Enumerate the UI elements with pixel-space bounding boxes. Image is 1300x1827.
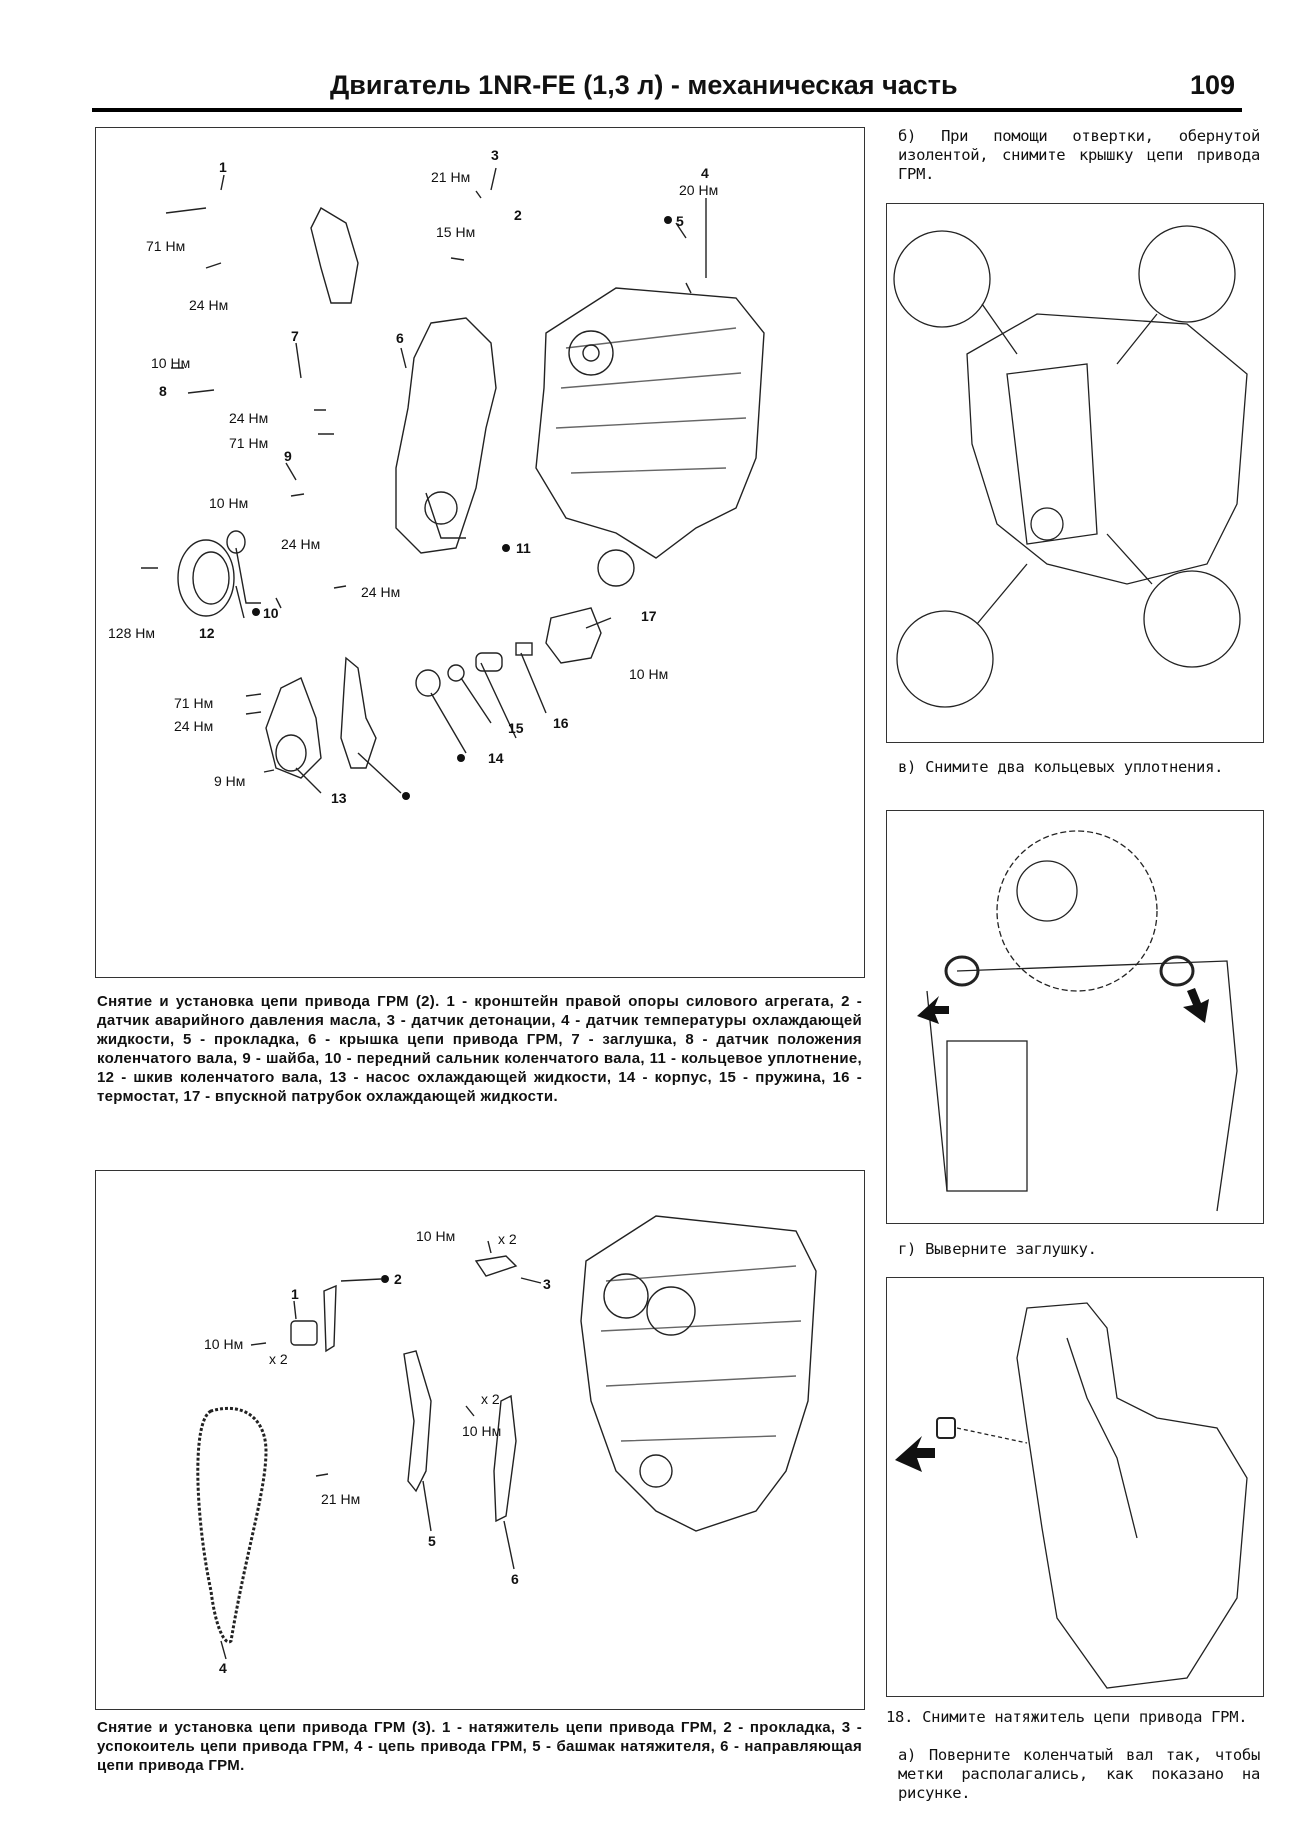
step-v-text: в) Снимите два кольцевых уплотнения. — [898, 758, 1224, 776]
fig2-torque: 10 Нм — [462, 1423, 502, 1439]
fig1-torque: 24 Нм — [281, 536, 321, 552]
fig1-torque: 71 Нм — [174, 695, 214, 711]
fig2-marker — [381, 1275, 389, 1283]
fig1-torque: 9 Нм — [214, 773, 246, 789]
fig1-torque: 71 Нм — [146, 238, 186, 254]
figure-1-frame — [95, 127, 865, 978]
fig1-marker — [252, 608, 260, 616]
figure-2-frame — [95, 1170, 865, 1710]
arrow-icon — [895, 1436, 935, 1472]
fig2-multiplier: x 2 — [481, 1391, 500, 1407]
detail-circle — [894, 231, 990, 327]
fig1-label-6: 6 — [396, 330, 404, 346]
water-pump-drawing — [266, 678, 321, 778]
timing-cover-drawing — [396, 318, 496, 553]
fig1-marker — [457, 754, 465, 762]
fig1-label-7: 7 — [291, 328, 299, 344]
fig1-torque: 10 Нм — [151, 355, 191, 371]
fig1-torque: 71 Нм — [229, 435, 269, 451]
step-g-text: г) Выверните заглушку. — [898, 1240, 1097, 1258]
o-ring-right — [1161, 957, 1193, 985]
fig1-label-1: 1 — [219, 159, 227, 175]
fig2-label-2: 2 — [394, 1271, 402, 1287]
engine-block-drawing — [581, 1216, 816, 1531]
plug-drawing — [937, 1418, 955, 1438]
fig1-marker — [502, 544, 510, 552]
fig1-label-3: 3 — [491, 147, 499, 163]
figure-1-illustration — [96, 128, 864, 977]
fig1-label-9: 9 — [284, 448, 292, 464]
fig2-multiplier: x 2 — [269, 1351, 288, 1367]
fig1-torque: 128 Нм — [108, 625, 155, 641]
remove-cover-photo — [886, 203, 1264, 743]
detail-circle — [1139, 226, 1235, 322]
fig1-label-11: 11 — [516, 540, 531, 556]
fig2-label-1: 1 — [291, 1286, 299, 1302]
fig1-torque: 24 Нм — [189, 297, 229, 313]
fig1-label-5: 5 — [676, 213, 684, 229]
fig1-label-13: 13 — [331, 790, 347, 806]
bracket-drawing — [311, 208, 358, 303]
fig2-label-4: 4 — [219, 1660, 227, 1676]
figure-1-caption: Снятие и установка цепи привода ГРМ (2). 1 - кронштейн правой опоры силового агрегата, 2 - датчик аварийного давления масла, 3 - датчик детонации, 4 - датчик температуры охлаждающей жидкости, 5 - прокладка, 6 - крышка цепи привода ГРМ, 7 - заглушка, 8 - датчик положения коленчатого вала, 9 - шайба, 10 - передний сальник коленчатого вала, 11 - кольцевое уплотнение, 12 - шкив коленчатого вала, 13 - насос охлаждающей жидкости, 14 - корпус, 15 - пружина, 16 - термостат, 17 - впускной патрубок охлаждающей жидкости. — [97, 993, 862, 1105]
page-title: Двигатель 1NR-FE (1,3 л) - механическая часть — [330, 70, 958, 100]
fig2-label-3: 3 — [543, 1276, 551, 1292]
fig1-torque: 21 Нм — [431, 169, 471, 185]
fig1-torque: 20 Нм — [679, 182, 719, 198]
fig1-label-10: 10 — [263, 605, 279, 621]
fig1-label-16: 16 — [553, 715, 569, 731]
chain-guide-drawing — [494, 1396, 516, 1521]
tensioner-drawing — [291, 1321, 317, 1345]
page-number: 109 — [1190, 70, 1236, 100]
fig2-torque: 21 Нм — [321, 1491, 361, 1507]
crank-pulley-drawing — [178, 540, 234, 616]
fig1-label-14: 14 — [488, 750, 504, 766]
figure-2-caption: Снятие и установка цепи привода ГРМ (3). 1 - натяжитель цепи привода ГРМ, 2 - прокладка, 3 - успокоитель цепи привода ГРМ, 4 - цепь привода ГРМ, 5 - башмак натяжителя, 6 - направляющая цепи привода ГРМ. — [97, 1719, 862, 1774]
header-rule — [92, 108, 1242, 112]
fig2-torque: 10 Нм — [204, 1336, 244, 1352]
fig1-label-2: 2 — [514, 207, 522, 223]
fig2-torque: 10 Нм — [416, 1228, 456, 1244]
plug-photo — [886, 1277, 1264, 1697]
arrow-icon — [917, 996, 949, 1024]
fig1-label-15: 15 — [508, 720, 524, 736]
fig1-marker — [664, 216, 672, 224]
fig2-label-6: 6 — [511, 1571, 519, 1587]
fig1-torque: 10 Нм — [209, 495, 249, 511]
fig1-torque: 24 Нм — [174, 718, 214, 734]
fig1-label-12: 12 — [199, 625, 215, 641]
detail-circle — [1144, 571, 1240, 667]
timing-chain-drawing — [198, 1408, 266, 1642]
arrow-icon — [1183, 988, 1209, 1023]
figure-2-illustration — [96, 1171, 864, 1709]
detail-circle — [897, 611, 993, 707]
tensioner-slipper-drawing — [404, 1351, 431, 1491]
fig1-label-8: 8 — [159, 383, 167, 399]
fig2-multiplier: x 2 — [498, 1231, 517, 1247]
fig1-torque: 15 Нм — [436, 224, 476, 240]
step-b-text: б) При помощи отвертки, обернутой изолентой, снимите крышку цепи привода ГРМ. — [898, 127, 1260, 183]
step-18-text: 18. Снимите натяжитель цепи привода ГРМ. — [886, 1708, 1248, 1726]
fig1-label-4: 4 — [701, 165, 709, 181]
o-rings-photo — [886, 810, 1264, 1224]
fig2-label-5: 5 — [428, 1533, 436, 1549]
step-a-text: а) Поверните коленчатый вал так, чтобы метки располагались, как показано на рисунке. — [898, 1746, 1260, 1802]
fig1-label-17: 17 — [641, 608, 657, 624]
fig1-torque: 24 Нм — [361, 584, 401, 600]
fig1-marker — [402, 792, 410, 800]
fig1-torque: 10 Нм — [629, 666, 669, 682]
fig1-torque: 24 Нм — [229, 410, 269, 426]
